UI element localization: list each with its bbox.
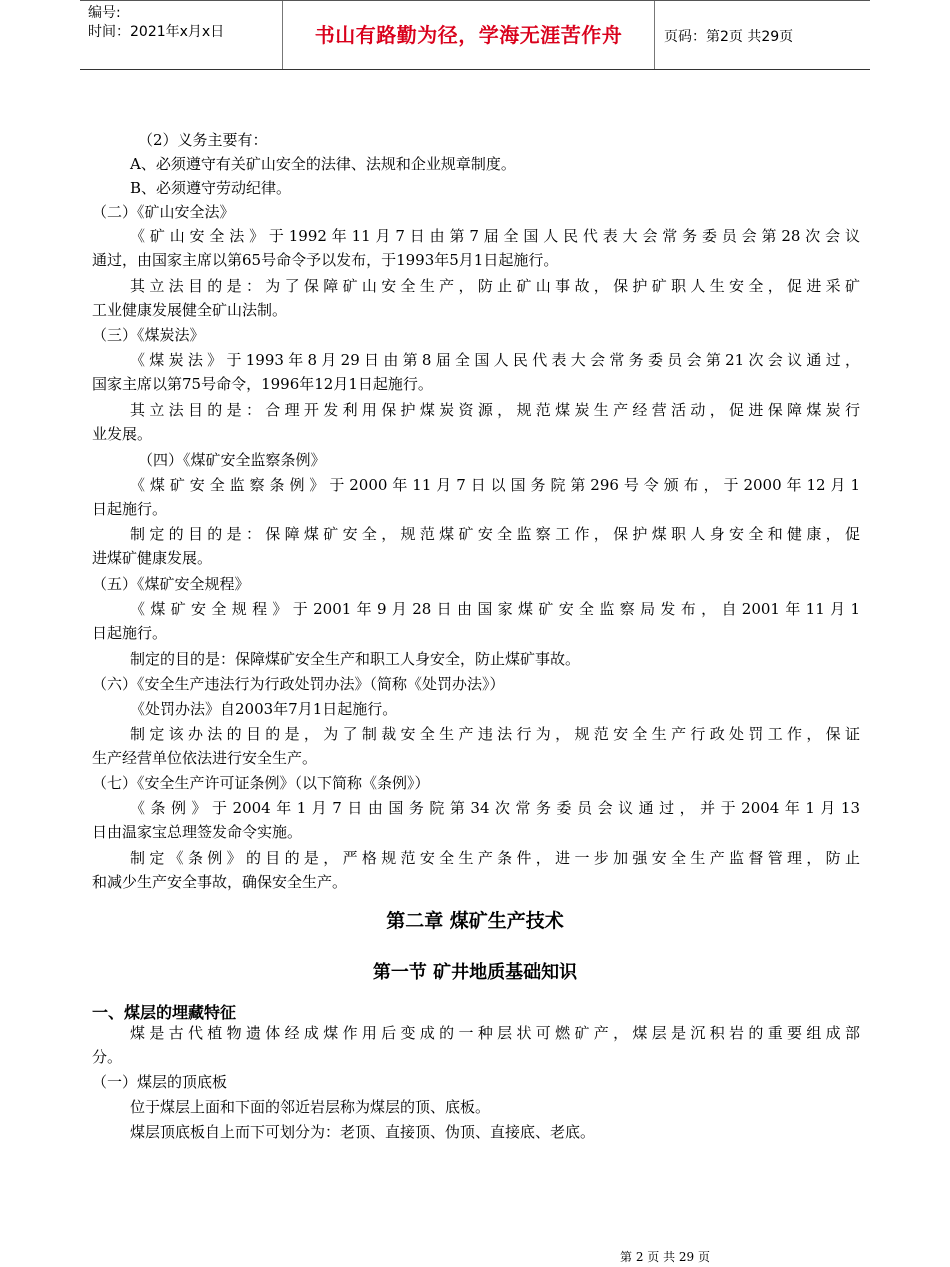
text-line: 《矿山安全法》于1992年11月7日由第7届全国人民代表大会常务委员会第28次会议: [130, 227, 860, 245]
text-line: 《煤矿安全监察条例》于2000年11月7日以国务院第296号令颁布，于2000年12月1: [130, 476, 860, 494]
text-line: 制定的目的是：保障煤矿安全，规范煤矿安全监察工作，保护煤职人身安全和健康，促: [130, 525, 860, 543]
header-meta: [88, 4, 283, 42]
text-line: 和减少生产安全事故，确保安全生产。: [92, 873, 348, 891]
text-line: 煤层顶底板自上而下可划分为：老顶、直接顶、伪顶、直接底、老底。: [130, 1123, 596, 1141]
text-line: 通过，由国家主席以第65号命令予以发布，于1993年5月1日起施行。: [92, 251, 559, 269]
header-divider: [654, 1, 655, 69]
header-page-info: 页码：第2页 共29页: [664, 29, 794, 45]
text-line: 生产经营单位依法进行安全生产。: [92, 749, 318, 767]
text-line: A、必须遵守有关矿山安全的法律、法规和企业规章制度。: [130, 155, 516, 173]
text-line: 业发展。: [92, 425, 153, 443]
text-line: 《煤矿安全规程》于2001年9月28日由国家煤矿安全监察局发布，自2001年11月1: [130, 600, 860, 618]
subsection-heading: （七）《安全生产许可证条例》（以下简称《条例》）: [92, 774, 430, 792]
text-line: 《处罚办法》自2003年7月1日起施行。: [130, 700, 398, 718]
time-label: 时间：2021年x月x日: [88, 24, 225, 40]
subsection-heading: （五）《煤矿安全规程》: [92, 575, 250, 593]
text-line: （2）义务主要有：: [138, 131, 268, 149]
text-line: 分。: [92, 1048, 123, 1066]
text-line: 进煤矿健康发展。: [92, 549, 213, 567]
header-motto: 书山有路勤为径，学海无涯苦作舟: [314, 23, 623, 47]
page-footer: 第 2 页 共 29 页: [620, 1250, 710, 1264]
subsection-heading: （二）《矿山安全法》: [92, 203, 235, 221]
text-line: 工业健康发展健全矿山法制。: [92, 301, 288, 319]
text-line: 其立法目的是：合理开发利用保护煤炭资源，规范煤炭生产经营活动，促进保障煤炭行: [130, 401, 860, 419]
text-line: B、必须遵守劳动纪律。: [130, 179, 292, 197]
text-line: 位于煤层上面和下面的邻近岩层称为煤层的顶、底板。: [130, 1098, 491, 1116]
text-line: 国家主席以第75号命令，1996年12月1日起施行。: [92, 375, 433, 393]
text-line: 制定该办法的目的是，为了制裁安全生产违法行为，规范安全生产行政处罚工作，保证: [130, 725, 860, 743]
text-line: 制定的目的是：保障煤矿安全生产和职工人身安全，防止煤矿事故。: [130, 650, 581, 668]
text-line: 《条例》于2004年1月7日由国务院第34次常务委员会议通过，并于2004年1月13: [130, 799, 860, 817]
text-line: 日起施行。: [92, 500, 168, 518]
subsection-heading: （一）煤层的顶底板: [92, 1073, 228, 1091]
document-header: [80, 0, 870, 70]
text-line: 日起施行。: [92, 624, 168, 642]
text-line: 煤是古代植物遗体经成煤作用后变成的一种层状可燃矿产，煤层是沉积岩的重要组成部: [130, 1024, 860, 1042]
section-title: 第一节 矿井地质基础知识: [372, 962, 578, 983]
heading-1: 一、煤层的埋藏特征: [92, 1003, 237, 1022]
subsection-heading: （六）《安全生产违法行为行政处罚办法》（简称《处罚办法》）: [92, 675, 505, 693]
subsection-heading: （四）《煤矿安全监察条例》: [138, 451, 326, 469]
subsection-heading: （三）《煤炭法》: [92, 326, 205, 344]
chapter-title: 第二章 煤矿生产技术: [386, 910, 564, 932]
number-label: 编号:: [88, 5, 121, 21]
text-line: 其立法目的是：为了保障矿山安全生产，防止矿山事故，保护矿职人生安全，促进采矿: [130, 277, 860, 295]
text-line: 日由温家宝总理签发命令实施。: [92, 823, 303, 841]
text-line: 制定《条例》的目的是，严格规范安全生产条件，进一步加强安全生产监督管理，防止: [130, 849, 860, 867]
text-line: 《煤炭法》于1993年8月29日由第8届全国人民代表大会常务委员会第21次会议通过，: [130, 351, 860, 369]
